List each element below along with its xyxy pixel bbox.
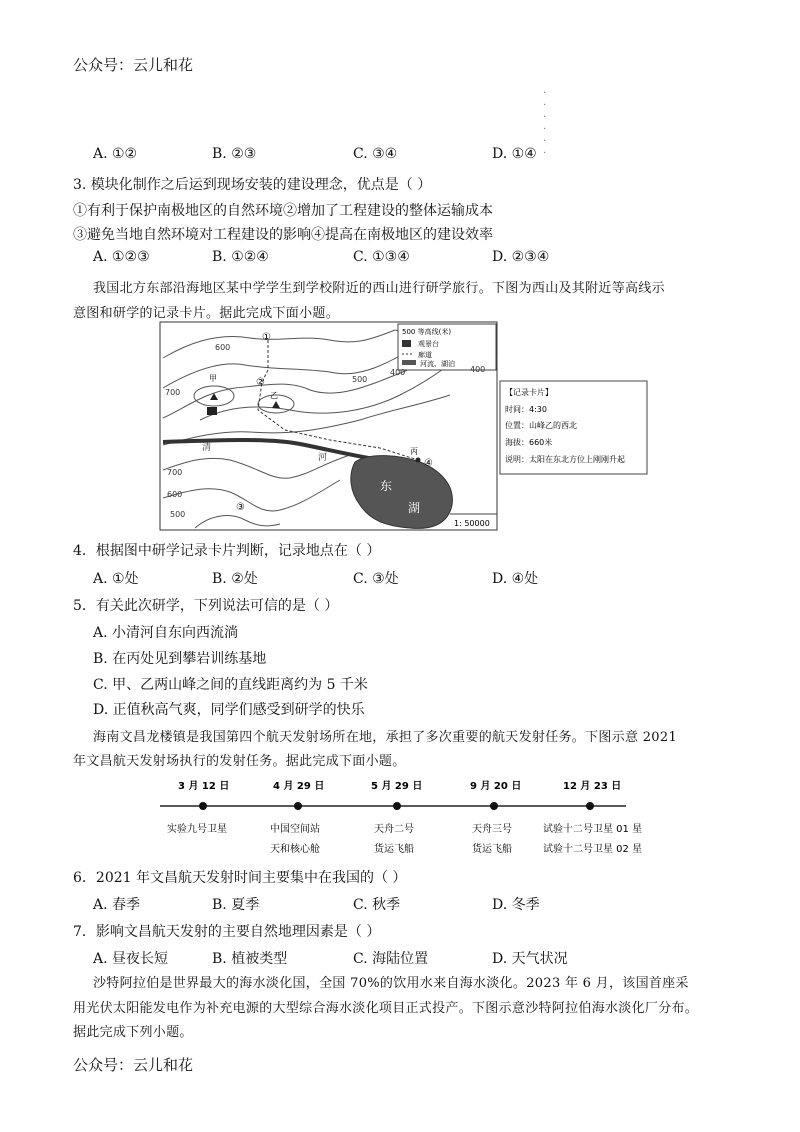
- legend-deck-label: 观景台: [418, 340, 439, 348]
- event-label: 试验十二号卫星 02 星: [543, 844, 643, 855]
- event-label: 天舟三号: [472, 824, 512, 835]
- legend-corridor-label: 廊道: [418, 351, 432, 359]
- q2-option-d: D. ①④: [492, 146, 537, 162]
- header-text: 公众号：云儿和花: [73, 56, 194, 74]
- q5-option-b: B. 在丙处见到攀岩训练基地: [93, 651, 267, 667]
- place-label-jia: 甲: [209, 374, 217, 383]
- event-label: 中国空间站: [270, 824, 320, 835]
- event-label: 货运飞船: [472, 844, 512, 855]
- q5-option-d: D. 正值秋高气爽，同学们感受到研学的快乐: [93, 702, 365, 718]
- place-label-yi: 乙: [270, 391, 278, 400]
- q6-option-d: D. 冬季: [492, 897, 540, 913]
- q4-stem: 4．根据图中研学记录卡片判断，记录地点在（ ）: [73, 543, 381, 559]
- contour-label: 400: [390, 368, 406, 377]
- place-label-bing: 丙: [410, 447, 418, 456]
- timeline-event-dot: [393, 802, 401, 810]
- q3-option-c: C. ①③④: [353, 249, 410, 265]
- q3-option-d: D. ②③④: [492, 249, 550, 265]
- timeline-event-dot: [199, 802, 207, 810]
- record-card-note: 说明：太阳在东北方位上刚刚升起: [505, 455, 625, 464]
- q7-option-c: C. 海陆位置: [353, 951, 429, 967]
- point-label-4: ④: [424, 458, 433, 469]
- q2-option-c: C. ③④: [353, 146, 398, 162]
- event-label: 试验十二号卫星 01 星: [543, 824, 643, 835]
- q7-option-d: D. 天气状况: [492, 951, 568, 967]
- timeline-event-dot: [586, 802, 594, 810]
- q7-option-b: B. 植被类型: [212, 951, 288, 967]
- q4-option-a: A. ①处: [93, 571, 139, 587]
- q6-stem: 6．2021 年文昌航天发射时间主要集中在我国的（ ）: [73, 870, 407, 886]
- map-intro-line1: 我国北方东部沿海地区某中学学生到学校附近的西山进行研学旅行。下图为西山及其附近等高线示: [93, 281, 665, 296]
- q2-option-a: A. ①②: [93, 146, 138, 162]
- q5-stem: 5．有关此次研学，下列说法可信的是（ ）: [73, 598, 339, 614]
- q4-option-d: D. ④处: [492, 571, 539, 587]
- q7-option-a: A. 昼夜长短: [93, 951, 169, 967]
- q3-option-a: A. ①②③: [93, 249, 150, 265]
- lake-label: 东: [380, 479, 393, 493]
- legend-contour-label: 500 等高线(米): [402, 328, 452, 336]
- legend-water-label: 河流、湖泊: [420, 360, 455, 368]
- record-card-title: 【记录卡片】: [505, 388, 553, 397]
- q6-option-c: C. 秋季: [353, 897, 401, 913]
- q6-option-b: B. 夏季: [212, 897, 260, 913]
- timeline-event-dot: [294, 802, 302, 810]
- q3-line1: ①有利于保护南极地区的自然环境②增加了工程建设的整体运输成本: [73, 203, 493, 219]
- record-card-altitude: 海拔：660米: [505, 438, 553, 447]
- q3-option-b: B. ①②④: [212, 249, 269, 265]
- footer-text: 公众号：云儿和花: [73, 1056, 194, 1074]
- event-date: 4 月 29 日: [273, 781, 325, 792]
- event-date: 5 月 29 日: [371, 781, 423, 792]
- point-label-2: ②: [256, 377, 265, 388]
- contour-label: 400: [470, 365, 486, 374]
- q2-option-b: B. ②③: [212, 146, 257, 162]
- timeline-intro-line1: 海南文昌龙楼镇是我国第四个航天发射场所在地，承担了多次重要的航天发射任务。下图示意 2021: [93, 730, 678, 745]
- saudi-intro-line2: 用光伏太阳能发电作为补充电源的大型综合海水淡化项目正式投产。下图示意沙特阿拉伯海水淡化厂分布。: [73, 1001, 699, 1016]
- saudi-intro-line1: 沙特阿拉伯是世界最大的海水淡化国，全国 70%的饮用水来自海水淡化。2023 年 6 月，该国首座采: [93, 976, 689, 991]
- point-label-1: ①: [262, 332, 271, 343]
- contour-label: 500: [352, 375, 368, 384]
- q3-stem: 3. 模块化制作之后运到现场安装的建设理念，优点是（ ）: [73, 177, 432, 193]
- contour-label: 700: [167, 468, 183, 477]
- lake-label: 湖: [408, 501, 421, 515]
- contour-label: 600: [215, 343, 231, 352]
- timeline-event-dot: [490, 802, 498, 810]
- river-label: 河: [318, 453, 328, 463]
- q5-option-a: A. 小清河自东向西流淌: [93, 625, 239, 641]
- event-label: 货运飞船: [374, 844, 414, 855]
- event-date: 12 月 23 日: [563, 781, 622, 792]
- q4-option-c: C. ③处: [353, 571, 399, 587]
- margin-dots: · · · · · ·: [543, 88, 547, 159]
- record-card-time: 时间：4:30: [505, 405, 547, 414]
- q6-option-a: A. 春季: [93, 897, 141, 913]
- map-intro-line2: 意图和研学的记录卡片。据此完成下面小题。: [73, 306, 340, 321]
- event-date: 9 月 20 日: [470, 781, 522, 792]
- event-label: 实验九号卫星: [167, 824, 227, 835]
- q7-stem: 7．影响文昌航天发射的主要自然地理因素是（ ）: [73, 924, 381, 940]
- event-label: 天舟二号: [374, 824, 414, 835]
- point-label-3: ③: [236, 502, 245, 513]
- record-card-position: 位置：山峰乙的西北: [505, 421, 577, 430]
- event-date: 3 月 12 日: [178, 781, 230, 792]
- q3-line2: ③避免当地自然环境对工程建设的影响④提高在南极地区的建设效率: [73, 227, 493, 243]
- saudi-intro-line3: 据此完成下列小题。: [73, 1025, 193, 1040]
- contour-label: 500: [170, 510, 186, 519]
- q4-option-b: B. ②处: [212, 571, 258, 587]
- event-label: 天和核心舱: [270, 844, 320, 855]
- contour-label: 700: [165, 388, 181, 397]
- q5-option-c: C. 甲、乙两山峰之间的直线距离约为 5 千米: [93, 677, 368, 693]
- river-label: 清: [202, 443, 212, 453]
- timeline-intro-line2: 年文昌航天发射场执行的发射任务。据此完成下面小题。: [73, 754, 406, 769]
- contour-label: 600: [167, 490, 183, 499]
- map-scale: 1: 50000: [454, 519, 490, 528]
